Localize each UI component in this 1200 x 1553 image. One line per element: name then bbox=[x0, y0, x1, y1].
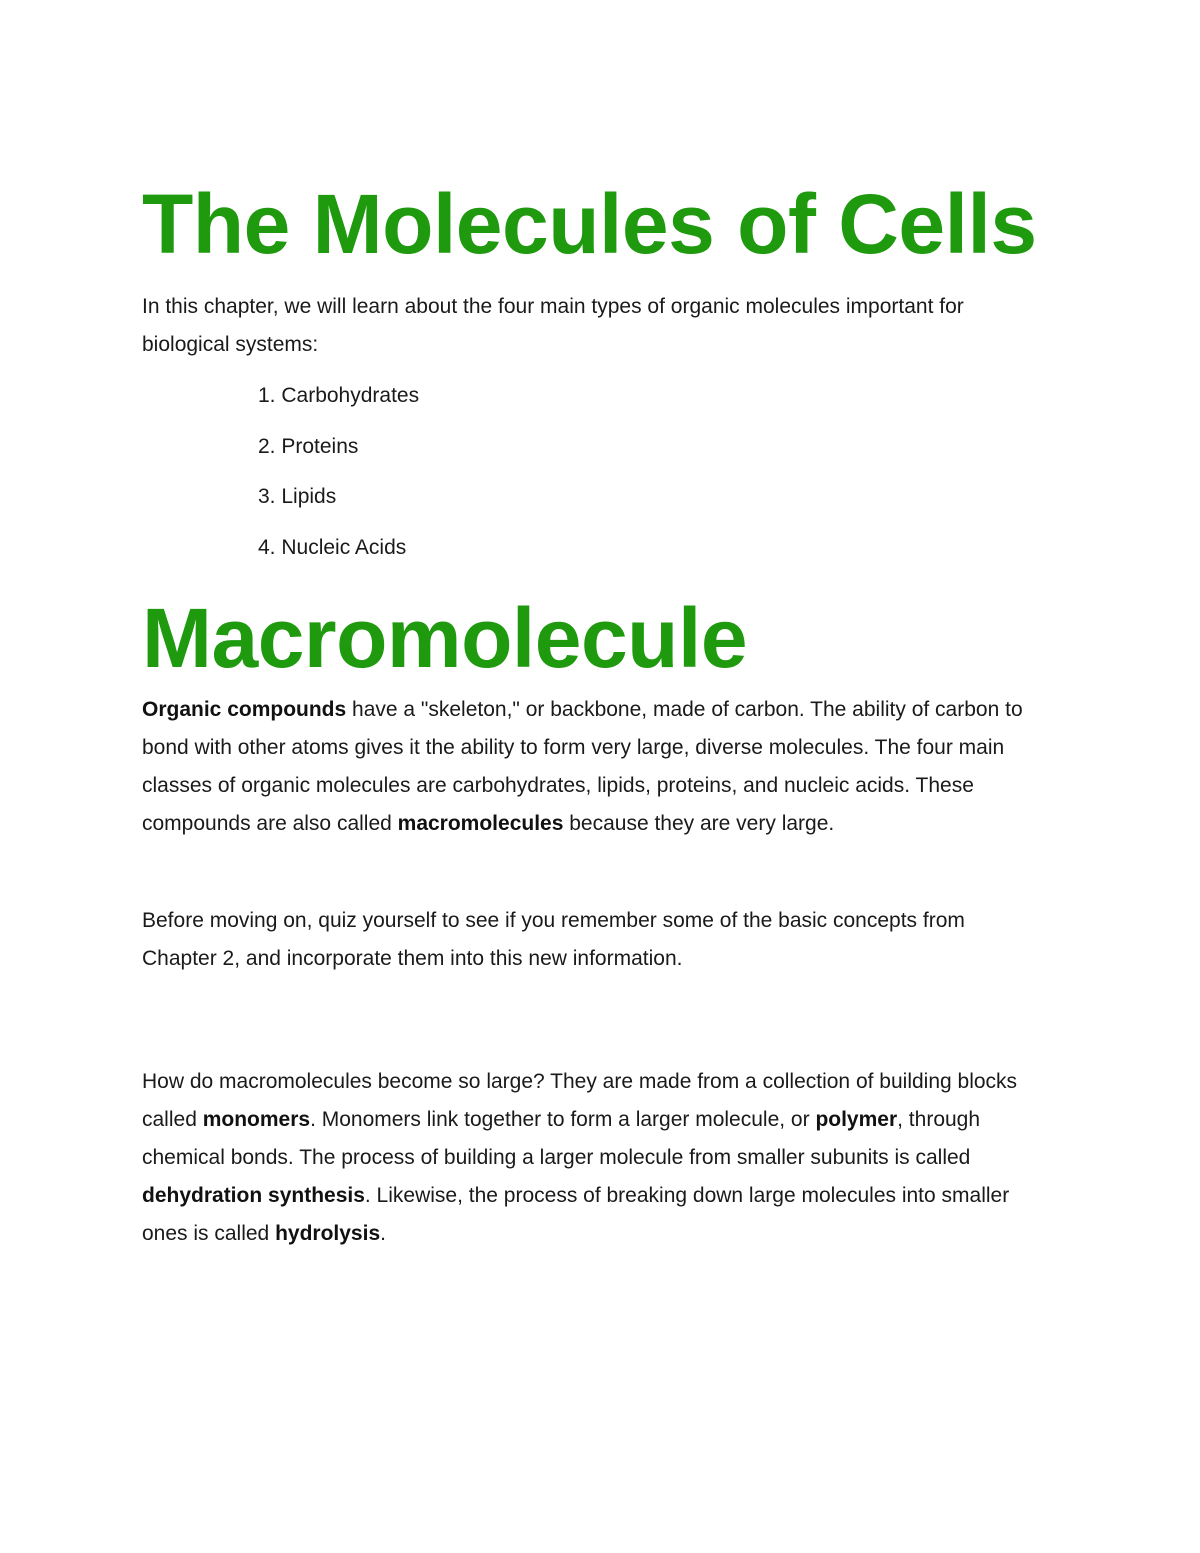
list-item bbox=[258, 529, 419, 580]
list-number: 4. bbox=[258, 535, 276, 559]
intro-paragraph: In this chapter, we will learn about the four main types of organic molecules important for biological systems: bbox=[142, 295, 964, 356]
term-hydrolysis: hydrolysis bbox=[275, 1222, 381, 1245]
list-label: Proteins bbox=[281, 434, 359, 458]
page-title: The Molecules of Cells bbox=[142, 177, 1037, 271]
organic-compounds-paragraph bbox=[142, 691, 1047, 843]
para-text: How do macromolecules become so large? They are made from a collection of building blocks called bbox=[142, 1070, 1018, 1131]
section-heading: Macromolecule bbox=[142, 591, 748, 685]
list-label: Carbohydrates bbox=[281, 384, 420, 407]
polymer-paragraph bbox=[142, 1063, 1052, 1253]
list-item bbox=[258, 478, 419, 529]
term-dehydration-synthesis: dehydration synthesis bbox=[142, 1184, 365, 1207]
para-text: . Monomers link together to form a larger molecule, or bbox=[310, 1108, 816, 1131]
term-polymer: polymer bbox=[815, 1108, 898, 1131]
list-label: Nucleic Acids bbox=[281, 535, 407, 559]
list-number: 2. bbox=[258, 434, 276, 458]
quiz-paragraph: Before moving on, quiz yourself to see if you remember some of the basic concepts from Chapter 2, and incorporate them into this new information. bbox=[142, 909, 965, 970]
para-text: . Likewise, the process of breaking down large molecules into smaller ones is called bbox=[142, 1184, 1010, 1245]
list-item bbox=[258, 428, 419, 479]
para-text: . bbox=[380, 1222, 386, 1245]
list-number: 1. bbox=[258, 384, 276, 407]
list-number: 3. bbox=[258, 485, 276, 508]
para-text: because they are very large. bbox=[563, 812, 835, 835]
para-text: have a "skeleton," or backbone, made of carbon. The ability of carbon to bond with other atoms gives it the ability to form very large, diverse molecules. The four main classes of organic molecules are carbohydrates, lipids, proteins, and nucleic acids. These compounds are also called bbox=[142, 698, 1023, 835]
para-text: , through chemical bonds. The process of building a larger molecule from smaller subunits is called bbox=[142, 1108, 981, 1169]
list-label: Lipids bbox=[281, 485, 337, 508]
term-monomers: monomers bbox=[202, 1108, 311, 1131]
term-macromolecules: macromolecules bbox=[397, 812, 564, 835]
list-item bbox=[258, 377, 419, 428]
term-organic-compounds: Organic compounds bbox=[142, 698, 347, 721]
molecule-types-list bbox=[258, 377, 419, 579]
